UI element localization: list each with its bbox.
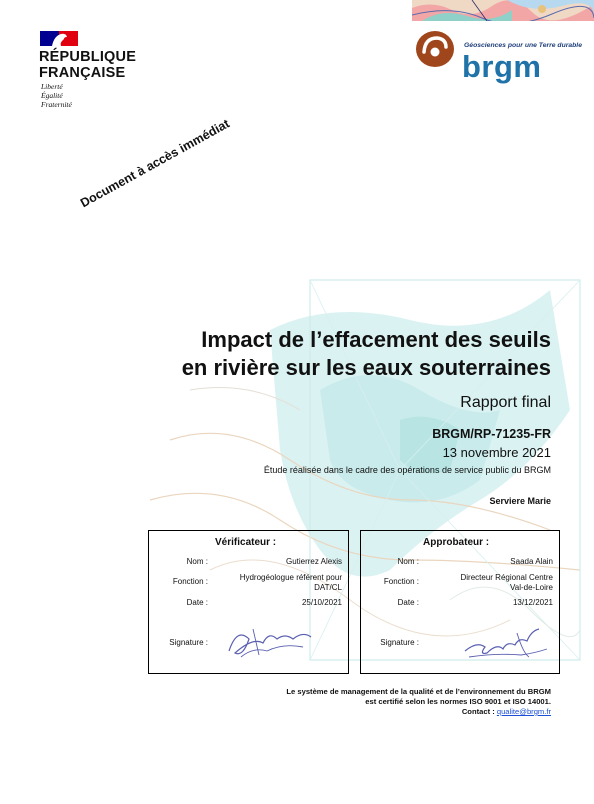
contact-label: Contact :	[461, 707, 495, 716]
approbateur-date-label: Date :	[397, 598, 419, 607]
motto-liberte: Liberté	[41, 82, 63, 91]
brgm-tagline: Géosciences pour une Terre durable	[464, 42, 582, 49]
verificateur-date-label: Date :	[186, 598, 208, 607]
brgm-wordmark: brgm	[462, 49, 542, 84]
contact-email-link[interactable]: qualite@brgm.fr	[496, 707, 551, 716]
map-banner-image	[412, 0, 594, 21]
quality-statement-line-2: est certifié selon les normes ISO 9001 et ISO 14001.	[365, 697, 551, 706]
verificateur-fonction-label: Fonction :	[172, 577, 208, 586]
approbateur-box	[360, 530, 560, 674]
verificateur-box	[148, 530, 349, 674]
contact-line	[462, 707, 551, 716]
approbateur-nom: Saada Alain	[510, 557, 553, 566]
motto-fraternite: Fraternité	[41, 100, 72, 109]
verificateur-signature-label: Signature :	[169, 638, 208, 647]
report-title-line-1: Impact de l’effacement des seuils	[201, 327, 551, 352]
verificateur-nom: Gutierrez Alexis	[285, 557, 342, 566]
francaise-text: FRANÇAISE	[39, 65, 126, 81]
access-stamp: Document à accès immédiat	[78, 116, 232, 211]
approbateur-signature	[457, 623, 551, 665]
verificateur-fonction-1: Hydrogéologue référent pour	[239, 573, 342, 582]
approbateur-fonction-label: Fonction :	[383, 577, 419, 586]
verificateur-date: 25/10/2021	[301, 598, 342, 607]
quality-statement-line-1: Le système de management de la qualité et de l’environnement du BRGM	[286, 687, 551, 696]
verificateur-nom-label: Nom :	[186, 557, 208, 566]
approbateur-signature-label: Signature :	[380, 638, 419, 647]
republique-motto	[41, 82, 72, 109]
report-date: 13 novembre 2021	[442, 445, 551, 460]
report-author: Serviere Marie	[489, 496, 551, 506]
approbateur-fonction-2: Val-de-Loire	[510, 583, 553, 592]
motto-egalite: Égalité	[41, 91, 63, 100]
approbateur-heading: Approbateur :	[423, 537, 490, 548]
approbateur-fonction-1: Directeur Régional Centre	[460, 573, 553, 582]
republique-text: RÉPUBLIQUE	[39, 49, 137, 65]
brgm-logo-icon	[415, 30, 455, 68]
verificateur-heading: Vérificateur :	[215, 537, 277, 548]
report-subtitle: Rapport final	[460, 394, 551, 411]
marianne-flag-icon	[40, 31, 78, 46]
approbateur-date: 13/12/2021	[512, 598, 553, 607]
report-title-line-2: en rivière sur les eaux souterraines	[181, 355, 551, 380]
verificateur-signature	[223, 617, 319, 663]
approbateur-nom-label: Nom :	[397, 557, 419, 566]
report-reference: BRGM/RP-71235-FR	[432, 427, 551, 441]
study-note: Étude réalisée dans le cadre des opérations de service public du BRGM	[263, 465, 551, 475]
verificateur-fonction-2: DAT/CL	[314, 583, 342, 592]
